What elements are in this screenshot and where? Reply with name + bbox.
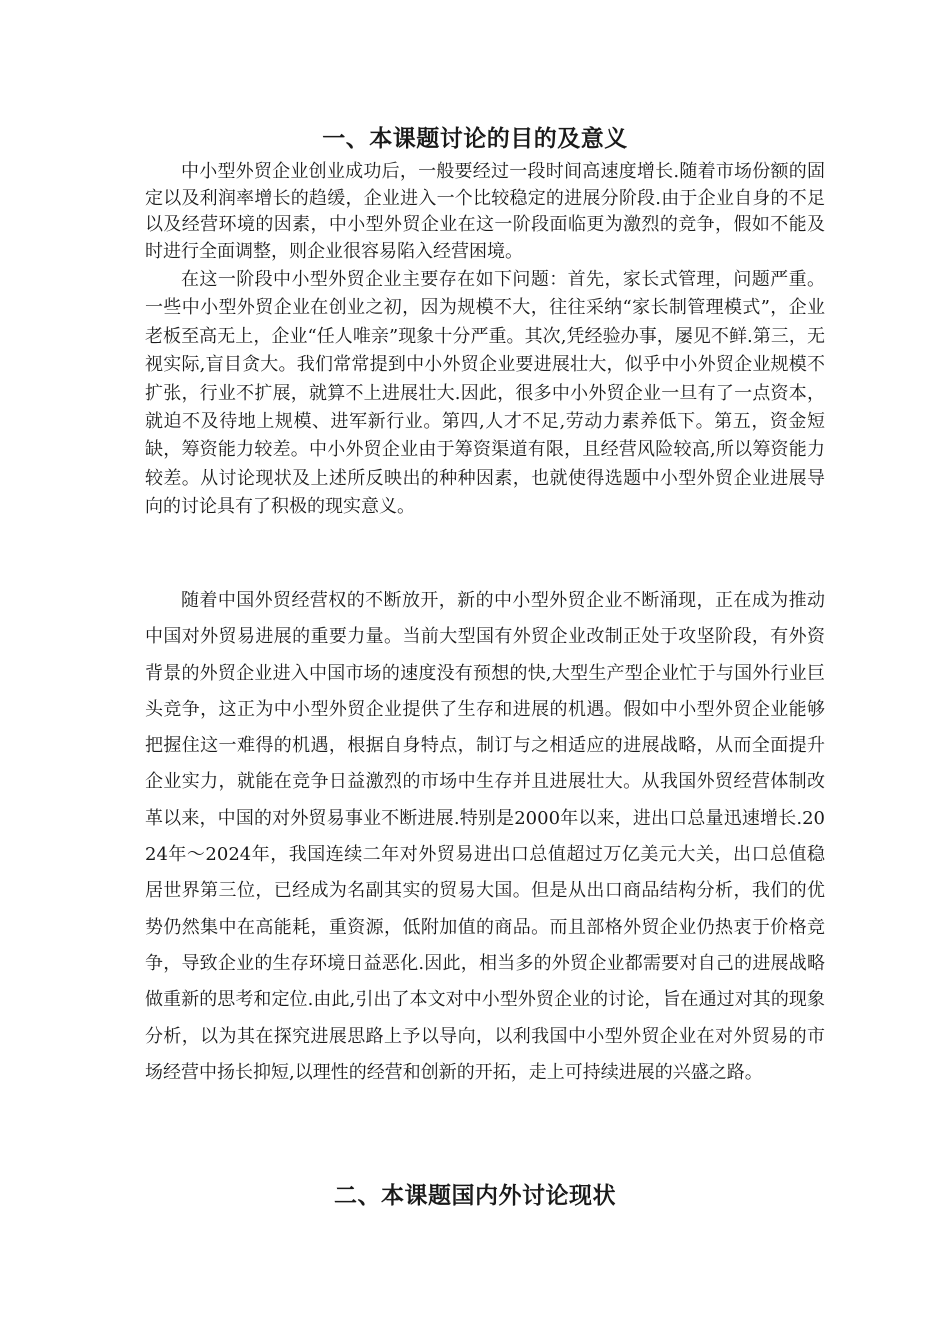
paragraph-2: 在这一阶段中小型外贸企业主要存在如下问题：首先，家长式管理，问题严重。一些中小型外贸企业在创业之初，因为规模不大，往往采纳“家长制管理模式”，企业老板至高无上，企业“任人唯亲”现象十分严重。其次,凭经验办事，屡见不鲜.第三，无视实际,盲目贪大。我们常常提到中小外贸企业要进展壮大，似乎中小外贸企业规模不扩张，行业不扩展，就算不上进展壮大.因此，很多中小外贸企业一旦有了一点资本，就迫不及待地上规模、进军新行业。第四,人才不足,劳动力素养低下。第五，资金短缺，筹资能力较差。中小外贸企业由于筹资渠道有限，且经营风险较高,所以筹资能力较差。从讨论现状及上述所反映出的种种因素，也就使得选题中小型外贸企业进展导向的讨论具有了积极的现实意义。 [145,269,825,518]
paragraph-1: 中小型外贸企业创业成功后，一般要经过一段时间高速度增长.随着市场份额的固定以及利润率增长的趋缓，企业进入一个比较稳定的进展分阶段.由于企业自身的不足以及经营环境的因素，中小型外贸企业在这一阶段面临更为激烈的竞争，假如不能及时进行全面调整，则企业很容易陷入经营困境。 [145,161,825,262]
paragraph-3: 随着中国外贸经营权的不断放开，新的中小型外贸企业不断涌现，正在成为推动中国对外贸易进展的重要力量。当前大型国有外贸企业改制正处于攻坚阶段，有外资背景的外贸企业进入中国市场的速度没有预想的快,大型生产型企业忙于与国外行业巨头竞争，这正为中小型外贸企业提供了生存和进展的机遇。假如中小型外贸企业能够把握住这一难得的机遇，根据自身特点，制订与之相适应的进展战略，从而全面提升企业实力，就能在竞争日益激烈的市场中生存并且进展壮大。从我国外贸经营体制改革以来，中国的对外贸易事业不断进展.特别是2000年以来，进出口总量迅速增长.2024年～2024年，我国连续二年对外贸易进出口总值超过万亿美元大关，出口总值稳居世界第三位，已经成为名副其实的贸易大国。但是从出口商品结构分析，我们的优势仍然集中在高能耗，重资源，低附加值的商品。而且部格外贸企业仍热衷于价格竞争，导致企业的生存环境日益恶化.因此，相当多的外贸企业都需要对自己的进展战略做重新的思考和定位.由此,引出了本文对中小型外贸企业的讨论，旨在通过对其的现象分析，以为其在探究进展思路上予以导向，以利我国中小型外贸企业在对外贸易的市场经营中扬长抑短,以理性的经营和创新的开拓，走上可持续进展的兴盛之路。 [145,590,825,1083]
section-2-heading: 二、本课题国内外讨论现状 [334,1183,616,1209]
section-1-heading: 一、本课题讨论的目的及意义 [322,126,628,152]
